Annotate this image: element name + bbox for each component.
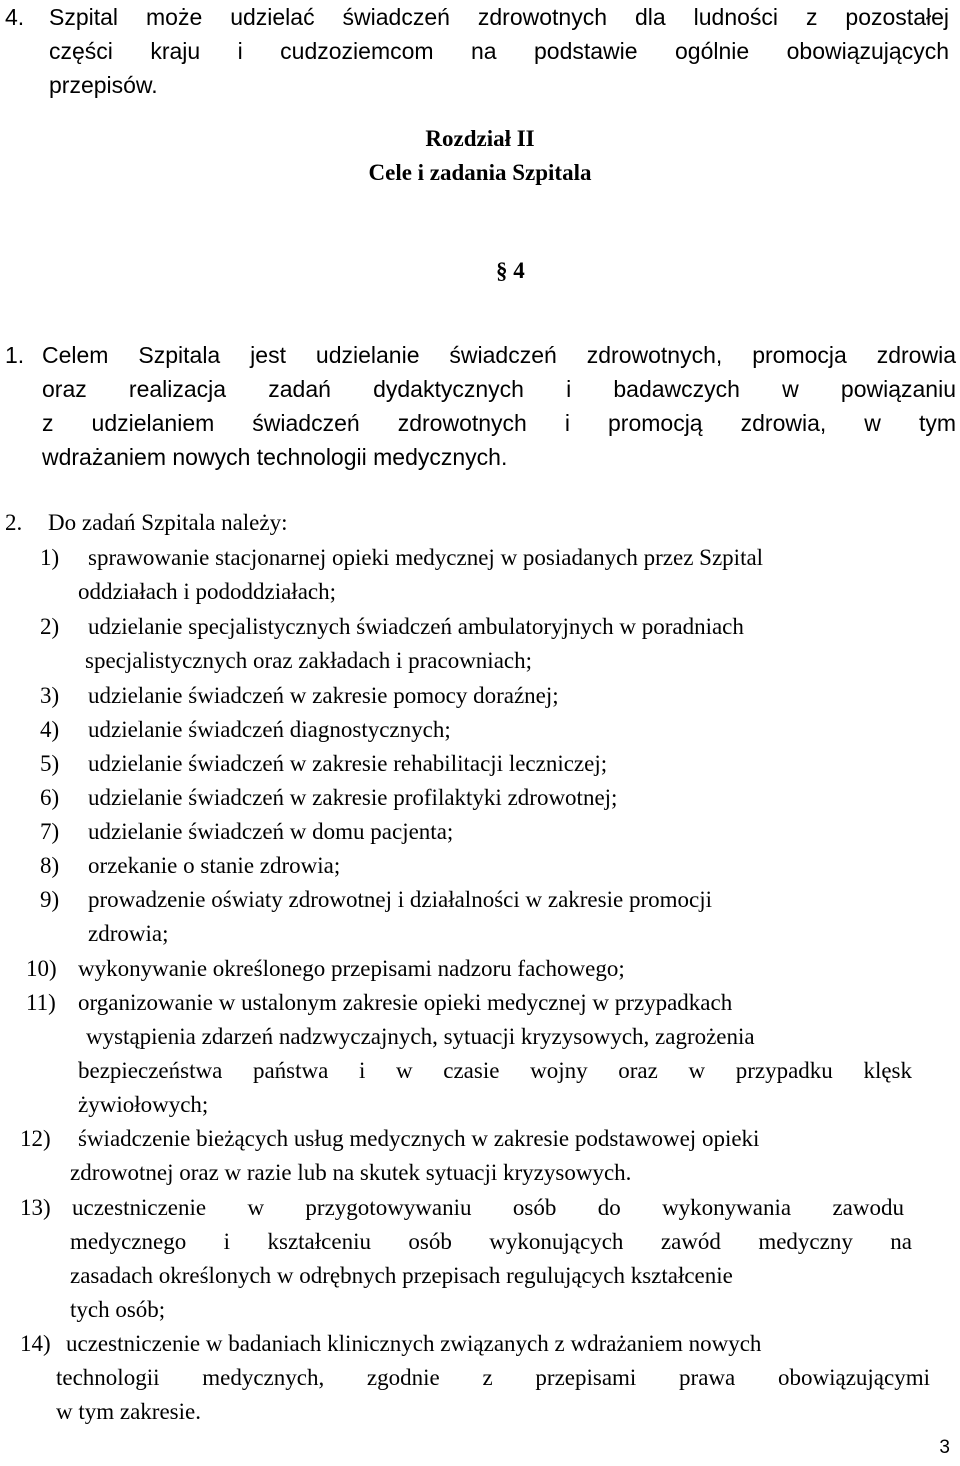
list-item-number: 8): [40, 853, 60, 878]
list-item-number: 2): [40, 614, 60, 639]
intro-line: Szpital może udzielać świadczeń zdrowotnych dla ludności z pozostałej: [49, 4, 949, 30]
list-item-line: wystąpienia zdarzeń nadzwyczajnych, sytuacji kryzysowych, zagrożenia: [86, 1024, 755, 1049]
list-item-line: udzielanie świadczeń w zakresie profilaktyki zdrowotnej;: [88, 785, 618, 810]
intro-line: przepisów.: [49, 72, 158, 98]
list-item-line: tych osób;: [70, 1297, 166, 1322]
list-item-line: technologii medycznych, zgodnie z przepisami prawa obowiązującymi: [56, 1365, 930, 1390]
paragraph-line: wdrażaniem nowych technologii medycznych.: [42, 444, 508, 470]
list-item-number: 3): [40, 683, 60, 708]
list-item-line: organizowanie w ustalonym zakresie opieki medycznej w przypadkach: [78, 990, 733, 1015]
list-item-line: udzielanie specjalistycznych świadczeń ambulatoryjnych w poradniach: [88, 614, 744, 639]
list-item-number: 13): [20, 1195, 51, 1220]
intro-line: części kraju i cudzoziemcom na podstawie ogólnie obowiązujących: [49, 38, 949, 64]
list-item-line: orzekanie o stanie zdrowia;: [88, 853, 341, 878]
list-item-line: zdrowia;: [88, 921, 169, 946]
list-item-line: sprawowanie stacjonarnej opieki medycznej w posiadanych przez Szpital: [88, 545, 764, 570]
list-item-line: wykonywanie określonego przepisami nadzoru fachowego;: [78, 956, 625, 981]
list-item-number: 9): [40, 887, 60, 912]
page-number: 3: [939, 1437, 950, 1458]
list-item-line: specjalistycznych oraz zakładach i pracowniach;: [85, 648, 532, 673]
list-item-number: 7): [40, 819, 60, 844]
paragraph-line: Celem Szpitala jest udzielanie świadczeń zdrowotnych, promocja zdrowia: [42, 342, 956, 368]
list-item-line: udzielanie świadczeń w zakresie rehabilitacji leczniczej;: [88, 751, 608, 776]
list-item-line: oddziałach i pododdziałach;: [78, 579, 337, 604]
intro-number: 4.: [5, 4, 25, 30]
list-item-line: zasadach określonych w odrębnych przepisach regulujących kształcenie: [70, 1263, 733, 1288]
paragraph-line: z udzielaniem świadczeń zdrowotnych i promocją zdrowia, w tym: [42, 410, 956, 436]
list-item-number: 6): [40, 785, 60, 810]
list-item-number: 14): [20, 1331, 51, 1356]
paragraph-number: 1.: [5, 342, 25, 368]
list-item-number: 4): [40, 717, 60, 742]
list-item-line: prowadzenie oświaty zdrowotnej i działalności w zakresie promocji: [88, 887, 712, 912]
list-item-line: żywiołowych;: [78, 1092, 209, 1117]
list-item-line: uczestniczenie w badaniach klinicznych związanych z wdrażaniem nowych: [66, 1331, 762, 1356]
list-item-number: 10): [26, 956, 57, 981]
list-item-line: świadczenie bieżących usług medycznych w zakresie podstawowej opieki: [78, 1126, 760, 1151]
list-item-line: w tym zakresie.: [56, 1399, 201, 1424]
list-item-line: medycznego i kształceniu osób wykonujących zawód medyczny na: [70, 1229, 912, 1254]
section-mark: § 4: [496, 258, 525, 283]
chapter-subtitle: Cele i zadania Szpitala: [368, 160, 592, 185]
list-item-line: uczestniczenie w przygotowywaniu osób do wykonywania zawodu: [72, 1195, 904, 1220]
list-item-line: udzielanie świadczeń diagnostycznych;: [88, 717, 451, 742]
list-item-line: udzielanie świadczeń w domu pacjenta;: [88, 819, 454, 844]
list-item-line: zdrowotnej oraz w razie lub na skutek sytuacji kryzysowych.: [70, 1160, 632, 1185]
list-item-number: 11): [26, 990, 56, 1015]
paragraph-line: oraz realizacja zadań dydaktycznych i badawczych w powiązaniu: [42, 376, 956, 402]
chapter-title: Rozdział II: [425, 126, 535, 151]
list-item-number: 1): [40, 545, 60, 570]
list-item-number: 12): [20, 1126, 51, 1151]
list-item-line: udzielanie świadczeń w zakresie pomocy doraźnej;: [88, 683, 559, 708]
paragraph-number: 2.: [5, 510, 23, 535]
list-item-number: 5): [40, 751, 60, 776]
paragraph-heading: Do zadań Szpitala należy:: [48, 510, 288, 535]
list-item-line: bezpieczeństwa państwa i w czasie wojny oraz w przypadku klęsk: [78, 1058, 912, 1083]
